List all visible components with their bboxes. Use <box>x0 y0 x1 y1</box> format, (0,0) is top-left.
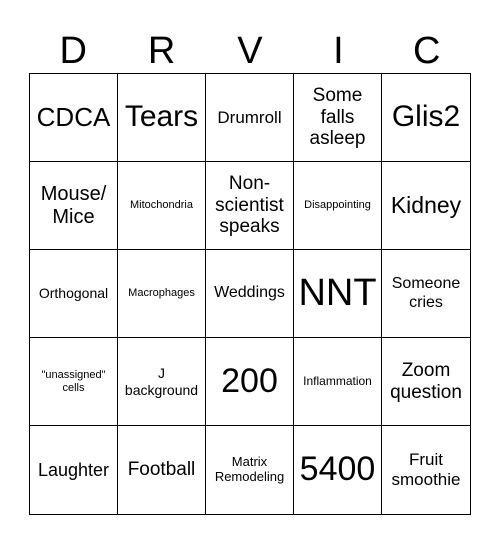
bingo-card <box>29 0 471 544</box>
header-letter-d: D <box>59 30 87 72</box>
bingo-cell[interactable]: Zoom question <box>382 338 470 426</box>
bingo-cell[interactable]: CDCA <box>30 74 118 162</box>
bingo-cell[interactable]: Orthogonal <box>30 250 118 338</box>
bingo-cell[interactable]: Macrophages <box>118 250 206 338</box>
bingo-cell[interactable]: "unassigned" cells <box>30 338 118 426</box>
bingo-cell[interactable]: Football <box>118 426 206 514</box>
bingo-cell[interactable]: Inflammation <box>294 338 382 426</box>
bingo-cell[interactable]: Laughter <box>30 426 118 514</box>
bingo-cell[interactable]: Kidney <box>382 162 470 250</box>
bingo-cell[interactable]: Mouse/ Mice <box>30 162 118 250</box>
bingo-cell[interactable]: Some falls asleep <box>294 74 382 162</box>
bingo-grid <box>29 73 471 515</box>
header-letter-i: I <box>333 30 344 72</box>
bingo-cell[interactable]: Mitochondria <box>118 162 206 250</box>
bingo-cell[interactable]: 5400 <box>294 426 382 514</box>
bingo-cell[interactable]: Disappointing <box>294 162 382 250</box>
header-letter-r: R <box>147 30 176 72</box>
bingo-cell[interactable]: NNT <box>294 250 382 338</box>
bingo-header <box>29 28 471 74</box>
bingo-cell[interactable]: 200 <box>206 338 294 426</box>
header-letter-c: C <box>413 30 441 72</box>
bingo-cell[interactable]: Weddings <box>206 250 294 338</box>
bingo-cell[interactable]: Matrix Remodeling <box>206 426 294 514</box>
bingo-cell[interactable]: Someone cries <box>382 250 470 338</box>
bingo-cell[interactable]: Tears <box>118 74 206 162</box>
bingo-cell[interactable]: Drumroll <box>206 74 294 162</box>
bingo-cell[interactable]: J background <box>118 338 206 426</box>
header-letter-v: V <box>237 30 263 72</box>
bingo-cell[interactable]: Non-scientist speaks <box>206 162 294 250</box>
bingo-cell[interactable]: Fruit smoothie <box>391 450 461 489</box>
bingo-cell[interactable]: Glis2 <box>382 74 470 162</box>
